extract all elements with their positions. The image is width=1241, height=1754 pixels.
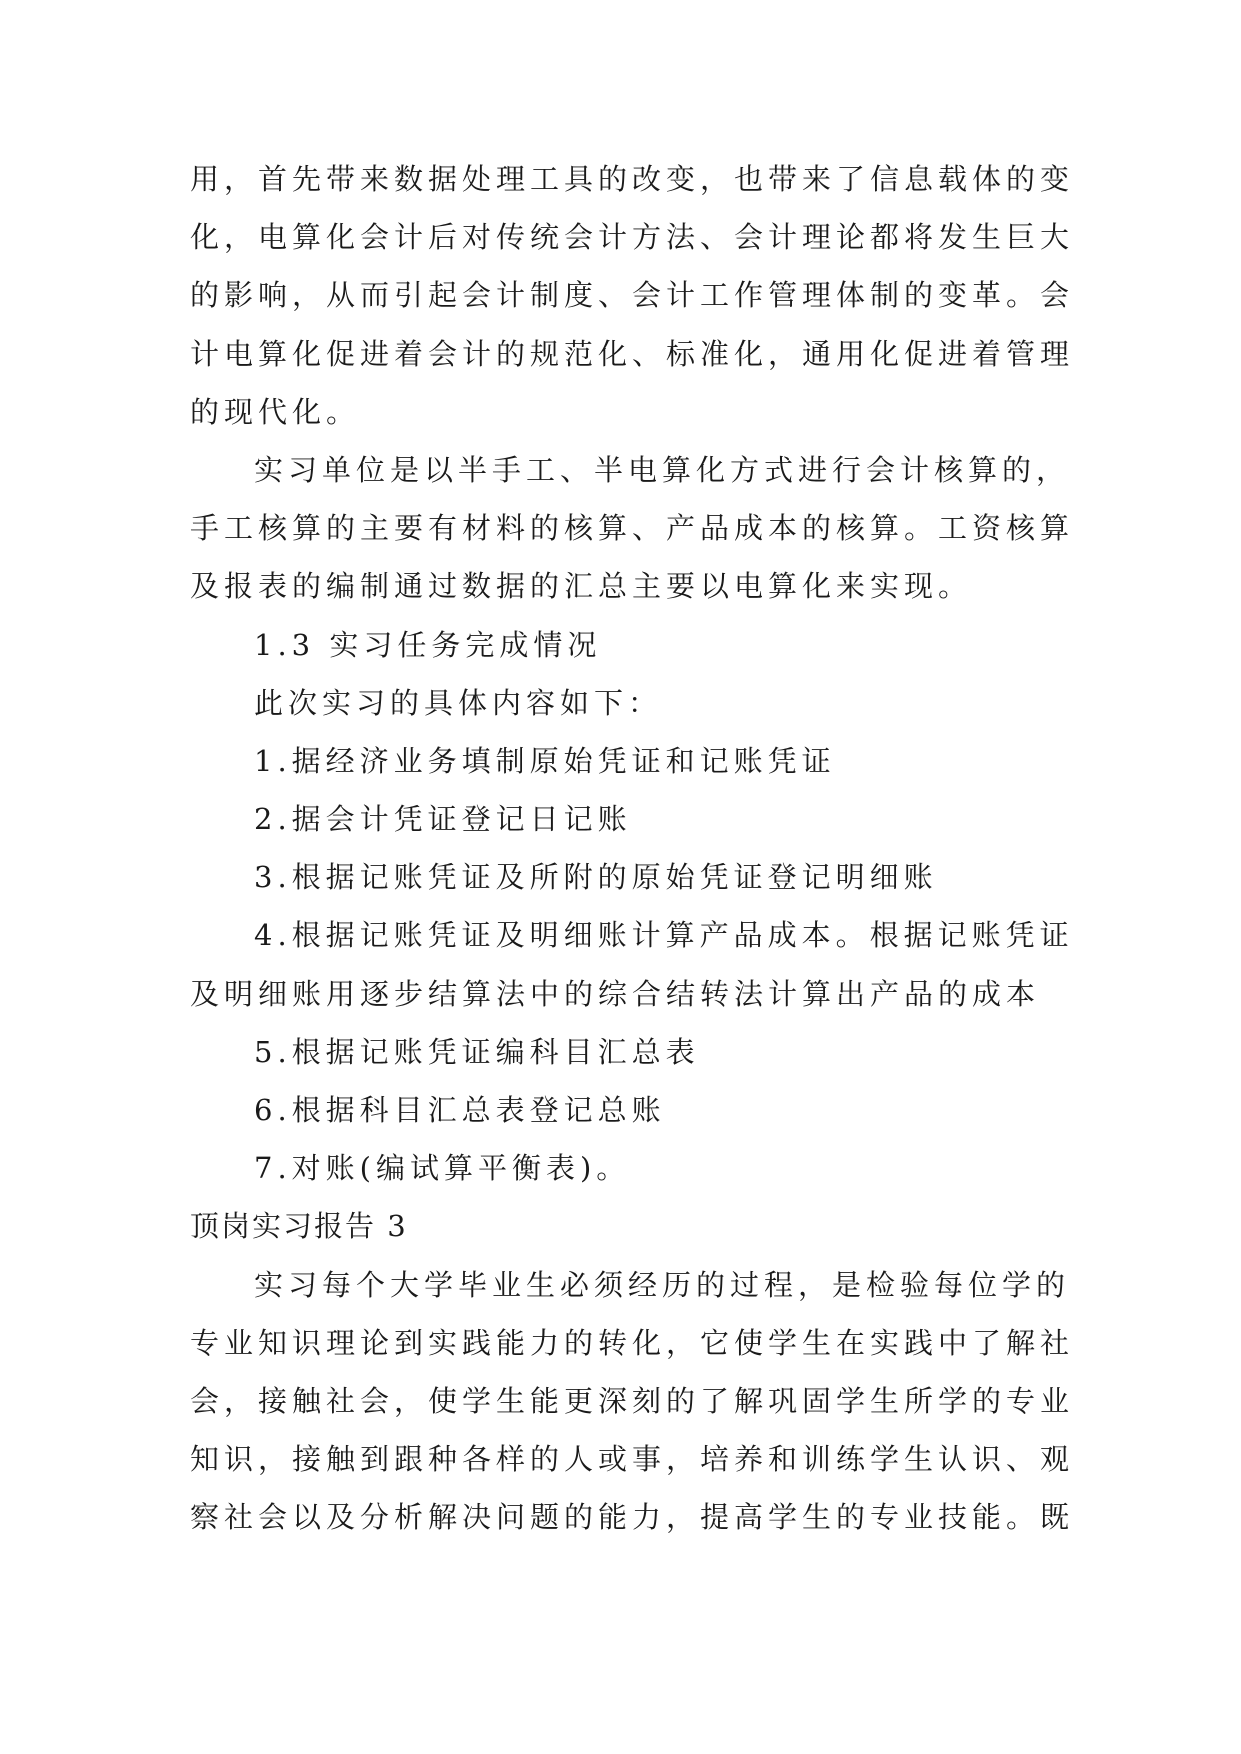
text-line: 察社会以及分析解决问题的能力，提高学生的专业技能。既	[190, 1500, 1075, 1535]
text-line: 3.根据记账凭证及所附的原始凭证登记明细账	[254, 860, 938, 895]
text-line: 实习每个大学毕业生必须经历的过程，是检验每位学的	[254, 1267, 1071, 1302]
text-line: 专业知识理论到实践能力的转化，它使学生在实践中了解社	[190, 1325, 1075, 1360]
text-line: 1.3 实习任务完成情况	[254, 627, 602, 662]
text-line: 的影响，从而引起会计制度、会计工作管理体制的变革。会	[190, 278, 1075, 313]
text-line: 的现代化。	[190, 394, 361, 429]
text-line: 2.据会计凭证登记日记账	[254, 802, 632, 837]
text-line: 手工核算的主要有材料的核算、产品成本的核算。工资核算	[190, 511, 1075, 546]
text-line: 此次实习的具体内容如下：	[254, 685, 663, 720]
text-line: 及报表的编制通过数据的汇总主要以电算化来实现。	[190, 569, 973, 604]
text-line: 用，首先带来数据处理工具的改变，也带来了信息载体的变	[190, 162, 1075, 196]
text-line: 知识，接触到跟种各样的人或事，培养和训练学生认识、观	[190, 1442, 1075, 1477]
document-page	[190, 150, 1075, 1547]
text-line: 化，电算化会计后对传统会计方法、会计理论都将发生巨大	[190, 220, 1075, 255]
text-line: 5.根据记账凭证编科目汇总表	[254, 1034, 700, 1069]
section-heading: 顶岗实习报告 3	[190, 1209, 408, 1244]
text-line: 1.据经济业务填制原始凭证和记账凭证	[254, 743, 836, 778]
text-line: 实习单位是以半手工、半电算化方式进行会计核算的，	[254, 452, 1071, 487]
text-line: 4.根据记账凭证及明细账计算产品成本。根据记账凭证	[254, 918, 1074, 953]
text-line: 7.对账(编试算平衡表)。	[254, 1151, 631, 1186]
text-line: 6.根据科目汇总表登记总账	[254, 1093, 666, 1127]
text-line: 计电算化促进着会计的规范化、标准化，通用化促进着管理	[190, 336, 1075, 371]
text-line: 及明细账用逐步结算法中的综合结转法计算出产品的成本	[190, 976, 1041, 1011]
text-line: 会，接触社会，使学生能更深刻的了解巩固学生所学的专业	[190, 1383, 1075, 1418]
